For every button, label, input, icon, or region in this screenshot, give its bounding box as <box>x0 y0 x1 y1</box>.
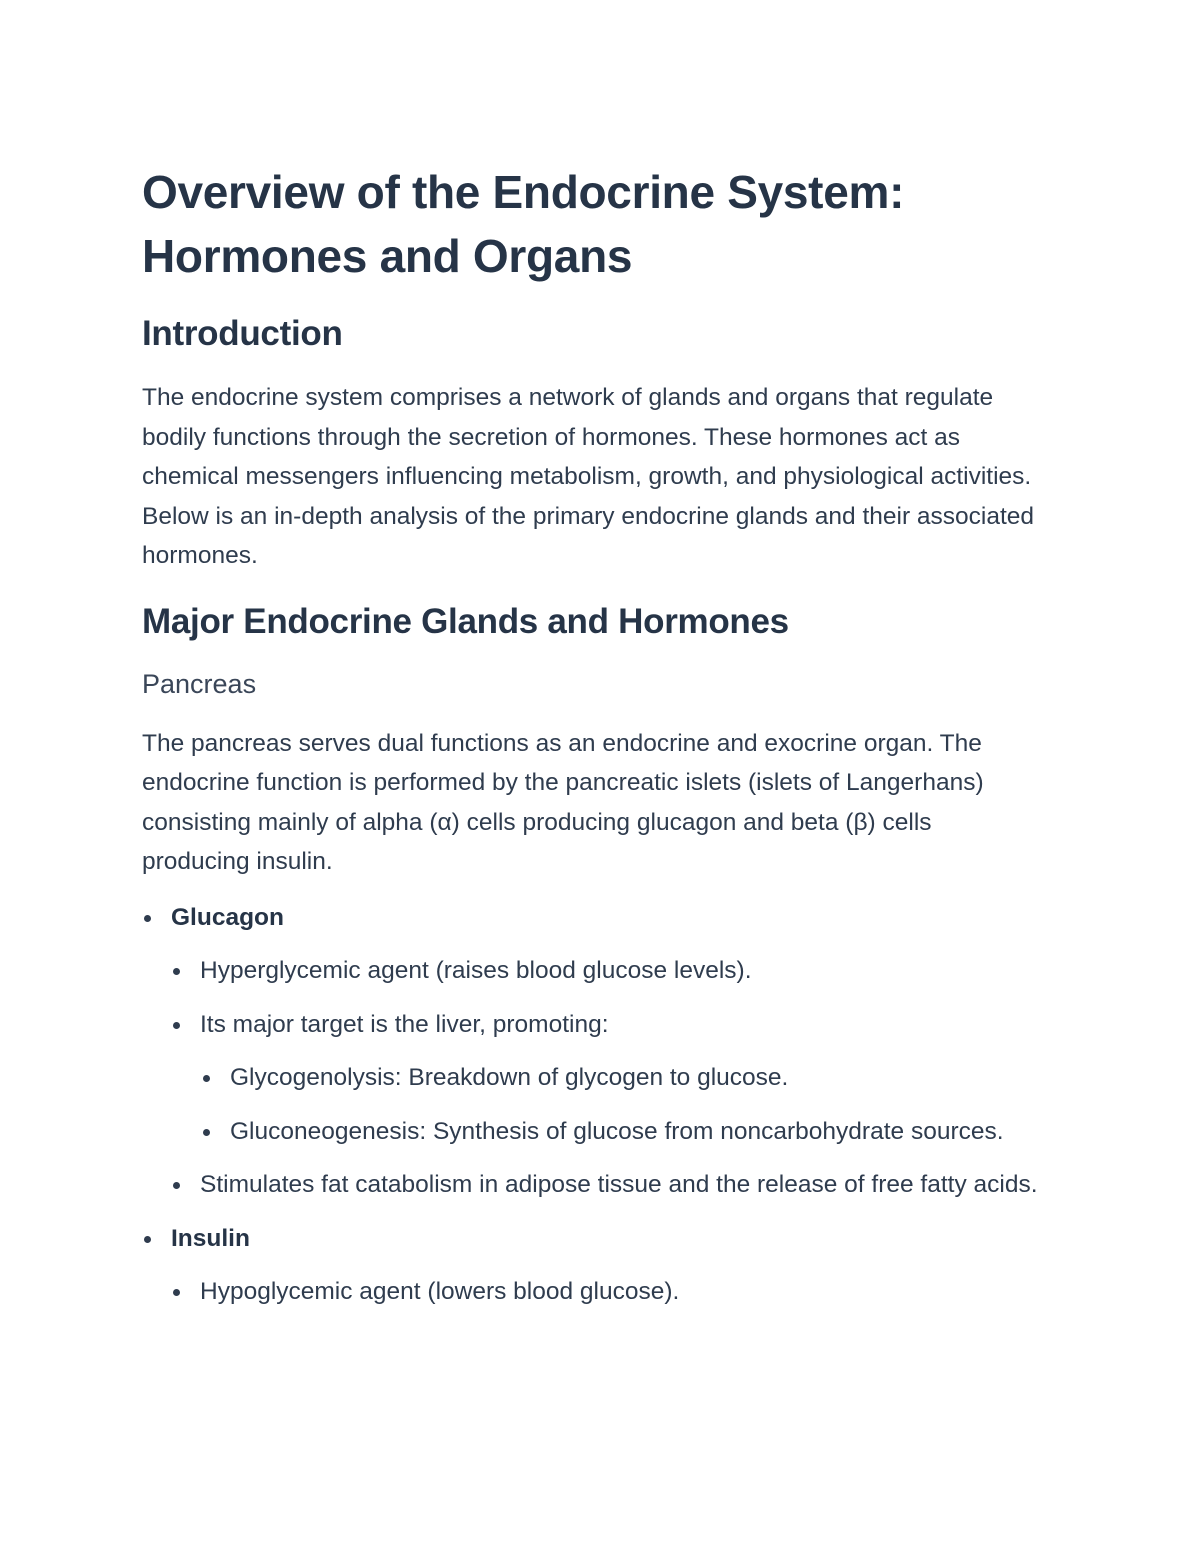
bullet-icon <box>173 1022 180 1029</box>
insulin-label: Insulin <box>171 1224 250 1252</box>
pancreas-paragraph: The pancreas serves dual functions as an endocrine and exocrine organ. The endocrine function is performed by the pancreatic islets (islets of Langerhans) consisting mainly of alpha (α) cells producing glucagon and beta (β) cells producing insulin. <box>142 729 984 875</box>
insulin-item-1: Hypoglycemic agent (lowers blood glucose). <box>200 1278 680 1305</box>
list-item <box>142 1165 1042 1205</box>
glucagon-item-2-sub-1: Glycogenolysis: Breakdown of glycogen to glucose. <box>230 1064 789 1091</box>
introduction-heading: Introduction <box>142 314 343 353</box>
glucagon-label: Glucagon <box>171 903 284 931</box>
list-item <box>142 1272 1042 1312</box>
major-glands-heading: Major Endocrine Glands and Hormones <box>142 601 789 641</box>
list-item <box>142 1058 1042 1098</box>
pancreas-heading: Pancreas <box>142 668 257 699</box>
bullet-icon <box>173 968 180 975</box>
glucagon-item-3: Stimulates fat catabolism in adipose tissue and the release of free fatty acids. <box>200 1171 1038 1198</box>
glucagon-item-2: Its major target is the liver, promoting: <box>200 1010 609 1038</box>
list-item-glucagon <box>142 898 1042 938</box>
list-item <box>142 1112 1042 1152</box>
bullet-icon <box>144 1236 151 1243</box>
list-item <box>142 1005 1042 1045</box>
bullet-icon <box>203 1075 210 1082</box>
glucagon-item-1: Hyperglycemic agent (raises blood glucose levels). <box>200 957 752 984</box>
bullet-icon <box>144 915 151 922</box>
bullet-icon <box>173 1289 180 1296</box>
document-title: Overview of the Endocrine System: Hormones and Organs <box>142 166 905 282</box>
bullet-icon <box>173 1182 180 1189</box>
bullet-icon <box>203 1129 210 1136</box>
document-page <box>142 160 1042 1312</box>
introduction-paragraph: The endocrine system comprises a network of glands and organs that regulate bodily functions through the secretion of hormones. These hormones act as chemical messengers influencing metabolism, growth, and physiological activities. Below is an in-depth analysis of the primary endocrine glands and their associated hormones. <box>142 384 1035 569</box>
list-item <box>142 951 1042 991</box>
hormone-list <box>142 898 1042 1312</box>
glucagon-item-2-sub-2: Gluconeogenesis: Synthesis of glucose from noncarbohydrate sources. <box>230 1117 1004 1145</box>
list-item-insulin <box>142 1219 1042 1259</box>
